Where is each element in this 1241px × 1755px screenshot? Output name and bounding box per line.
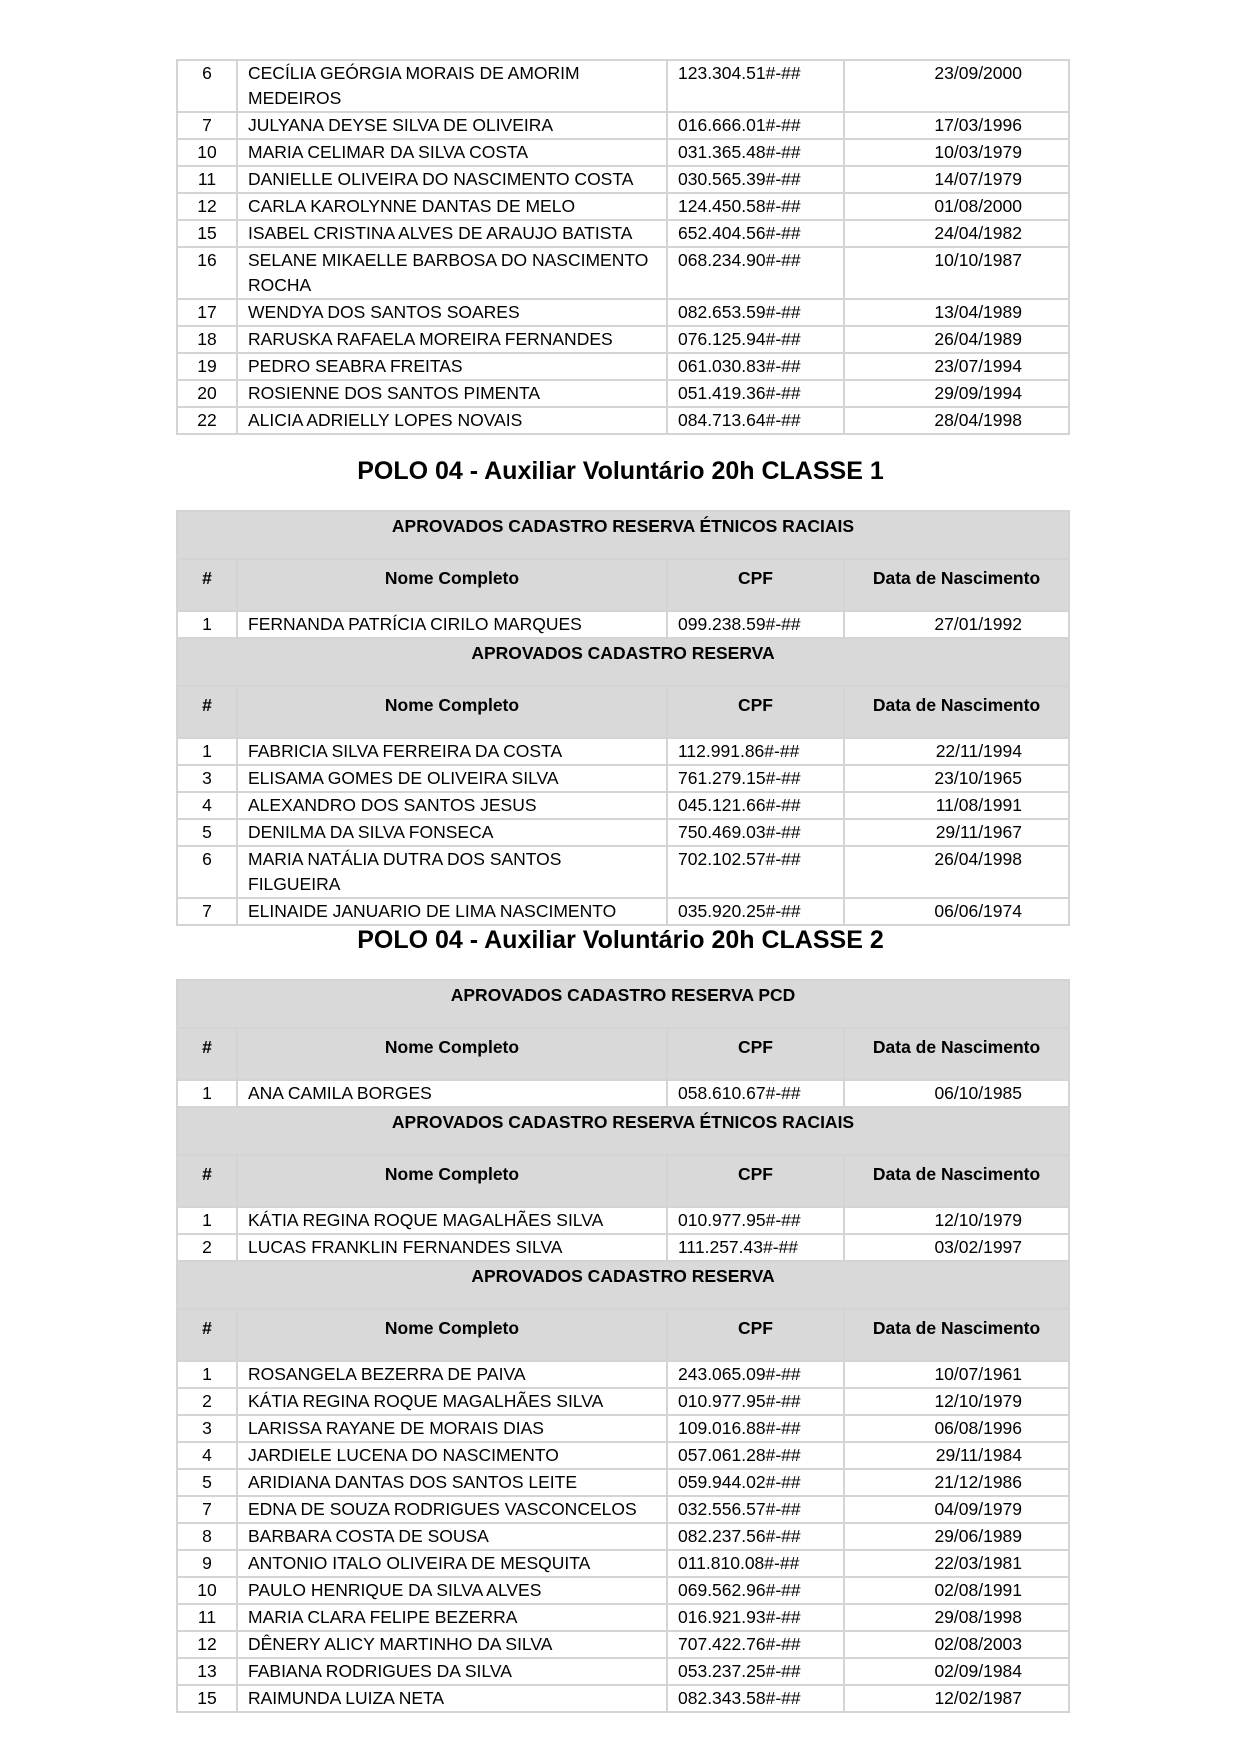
- full-name: MARIA CLARA FELIPE BEZERRA: [237, 1604, 667, 1631]
- table-row: [177, 1469, 1069, 1496]
- table-row: [177, 1234, 1069, 1261]
- table-row: [177, 1523, 1069, 1550]
- row-number: 12: [177, 193, 237, 220]
- table-row: [177, 898, 1069, 925]
- column-header-row: [177, 1155, 1069, 1207]
- full-name: KÁTIA REGINA ROQUE MAGALHÃES SILVA: [237, 1207, 667, 1234]
- table-row: [177, 326, 1069, 353]
- cpf: 076.125.94#-##: [667, 326, 844, 353]
- row-number: 3: [177, 765, 237, 792]
- row-number: 16: [177, 247, 237, 299]
- table-row: [177, 112, 1069, 139]
- row-number: 18: [177, 326, 237, 353]
- row-number: 8: [177, 1523, 237, 1550]
- full-name: DÊNERY ALICY MARTINHO DA SILVA: [237, 1631, 667, 1658]
- row-number: 5: [177, 819, 237, 846]
- full-name: WENDYA DOS SANTOS SOARES: [237, 299, 667, 326]
- full-name: LUCAS FRANKLIN FERNANDES SILVA: [237, 1234, 667, 1261]
- row-number: 2: [177, 1234, 237, 1261]
- birth-date: 23/09/2000: [844, 60, 1069, 112]
- cpf: 059.944.02#-##: [667, 1469, 844, 1496]
- row-number: 3: [177, 1415, 237, 1442]
- full-name: SELANE MIKAELLE BARBOSA DO NASCIMENTO ROCHA: [237, 247, 667, 299]
- table-row: [177, 738, 1069, 765]
- column-header-name: Nome Completo: [237, 686, 667, 738]
- row-number: 1: [177, 1207, 237, 1234]
- full-name: ROSIENNE DOS SANTOS PIMENTA: [237, 380, 667, 407]
- table-row: [177, 220, 1069, 247]
- full-name: BARBARA COSTA DE SOUSA: [237, 1523, 667, 1550]
- full-name: PEDRO SEABRA FREITAS: [237, 353, 667, 380]
- birth-date: 27/01/1992: [844, 611, 1069, 638]
- birth-date: 02/08/2003: [844, 1631, 1069, 1658]
- cpf: 707.422.76#-##: [667, 1631, 844, 1658]
- birth-date: 23/07/1994: [844, 353, 1069, 380]
- full-name: CARLA KAROLYNNE DANTAS DE MELO: [237, 193, 667, 220]
- full-name: MARIA CELIMAR DA SILVA COSTA: [237, 139, 667, 166]
- birth-date: 06/10/1985: [844, 1080, 1069, 1107]
- birth-date: 01/08/2000: [844, 193, 1069, 220]
- column-header-number: #: [177, 1155, 237, 1207]
- column-header-row: [177, 686, 1069, 738]
- column-header-number: #: [177, 1028, 237, 1080]
- row-number: 19: [177, 353, 237, 380]
- birth-date: 29/08/1998: [844, 1604, 1069, 1631]
- cpf: 112.991.86#-##: [667, 738, 844, 765]
- classe-2-table-body: [177, 980, 1069, 1712]
- table-row: [177, 139, 1069, 166]
- row-number: 20: [177, 380, 237, 407]
- row-number: 6: [177, 60, 237, 112]
- group-header-row: [177, 1107, 1069, 1155]
- group-header-row: [177, 1261, 1069, 1309]
- birth-date: 23/10/1965: [844, 765, 1069, 792]
- table-row: [177, 611, 1069, 638]
- full-name: PAULO HENRIQUE DA SILVA ALVES: [237, 1577, 667, 1604]
- classe-1-table: [176, 510, 1070, 926]
- column-header-cpf: CPF: [667, 1028, 844, 1080]
- column-header-birth-date: Data de Nascimento: [844, 1155, 1069, 1207]
- continuation-table: [176, 59, 1070, 435]
- row-number: 22: [177, 407, 237, 434]
- column-header-number: #: [177, 559, 237, 611]
- full-name: ANA CAMILA BORGES: [237, 1080, 667, 1107]
- cpf: 053.237.25#-##: [667, 1658, 844, 1685]
- cpf: 016.666.01#-##: [667, 112, 844, 139]
- birth-date: 12/10/1979: [844, 1207, 1069, 1234]
- table-row: [177, 166, 1069, 193]
- group-label: APROVADOS CADASTRO RESERVA: [177, 1261, 1069, 1309]
- cpf: 016.921.93#-##: [667, 1604, 844, 1631]
- full-name: ALICIA ADRIELLY LOPES NOVAIS: [237, 407, 667, 434]
- cpf: 035.920.25#-##: [667, 898, 844, 925]
- full-name: MARIA NATÁLIA DUTRA DOS SANTOS FILGUEIRA: [237, 846, 667, 898]
- row-number: 1: [177, 1361, 237, 1388]
- table-row: [177, 247, 1069, 299]
- birth-date: 02/08/1991: [844, 1577, 1069, 1604]
- continuation-table-body: [177, 60, 1069, 434]
- table-row: [177, 1604, 1069, 1631]
- table-row: [177, 1496, 1069, 1523]
- cpf: 068.234.90#-##: [667, 247, 844, 299]
- cpf: 111.257.43#-##: [667, 1234, 844, 1261]
- row-number: 4: [177, 792, 237, 819]
- group-header-row: [177, 980, 1069, 1028]
- column-header-number: #: [177, 1309, 237, 1361]
- section-title-classe-2: POLO 04 - Auxiliar Voluntário 20h CLASSE 2: [357, 926, 884, 954]
- cpf: 082.653.59#-##: [667, 299, 844, 326]
- cpf: 030.565.39#-##: [667, 166, 844, 193]
- full-name: JARDIELE LUCENA DO NASCIMENTO: [237, 1442, 667, 1469]
- table-row: [177, 1388, 1069, 1415]
- row-number: 15: [177, 220, 237, 247]
- birth-date: 24/04/1982: [844, 220, 1069, 247]
- row-number: 7: [177, 112, 237, 139]
- classe-2-table: [176, 979, 1070, 1713]
- table-row: [177, 380, 1069, 407]
- cpf: 061.030.83#-##: [667, 353, 844, 380]
- column-header-name: Nome Completo: [237, 1028, 667, 1080]
- column-header-row: [177, 1309, 1069, 1361]
- row-number: 10: [177, 139, 237, 166]
- column-header-cpf: CPF: [667, 1155, 844, 1207]
- cpf: 010.977.95#-##: [667, 1388, 844, 1415]
- birth-date: 22/11/1994: [844, 738, 1069, 765]
- cpf: 011.810.08#-##: [667, 1550, 844, 1577]
- cpf: 652.404.56#-##: [667, 220, 844, 247]
- birth-date: 29/11/1984: [844, 1442, 1069, 1469]
- column-header-name: Nome Completo: [237, 1309, 667, 1361]
- column-header-birth-date: Data de Nascimento: [844, 559, 1069, 611]
- group-label: APROVADOS CADASTRO RESERVA: [177, 638, 1069, 686]
- column-header-number: #: [177, 686, 237, 738]
- birth-date: 17/03/1996: [844, 112, 1069, 139]
- cpf: 082.237.56#-##: [667, 1523, 844, 1550]
- cpf: 031.365.48#-##: [667, 139, 844, 166]
- birth-date: 12/02/1987: [844, 1685, 1069, 1712]
- full-name: FABIANA RODRIGUES DA SILVA: [237, 1658, 667, 1685]
- cpf: 109.016.88#-##: [667, 1415, 844, 1442]
- row-number: 10: [177, 1577, 237, 1604]
- full-name: ISABEL CRISTINA ALVES DE ARAUJO BATISTA: [237, 220, 667, 247]
- birth-date: 26/04/1989: [844, 326, 1069, 353]
- cpf: 124.450.58#-##: [667, 193, 844, 220]
- table-row: [177, 1685, 1069, 1712]
- cpf: 702.102.57#-##: [667, 846, 844, 898]
- table-row: [177, 765, 1069, 792]
- table-row: [177, 1550, 1069, 1577]
- table-row: [177, 60, 1069, 112]
- birth-date: 10/10/1987: [844, 247, 1069, 299]
- table-row: [177, 1207, 1069, 1234]
- cpf: 243.065.09#-##: [667, 1361, 844, 1388]
- birth-date: 29/09/1994: [844, 380, 1069, 407]
- table-row: [177, 1361, 1069, 1388]
- row-number: 12: [177, 1631, 237, 1658]
- cpf: 750.469.03#-##: [667, 819, 844, 846]
- section-title-classe-1: POLO 04 - Auxiliar Voluntário 20h CLASSE 1: [357, 457, 884, 485]
- cpf: 099.238.59#-##: [667, 611, 844, 638]
- full-name: EDNA DE SOUZA RODRIGUES VASCONCELOS: [237, 1496, 667, 1523]
- row-number: 1: [177, 611, 237, 638]
- table-row: [177, 1658, 1069, 1685]
- table-row: [177, 193, 1069, 220]
- row-number: 4: [177, 1442, 237, 1469]
- row-number: 11: [177, 166, 237, 193]
- cpf: 082.343.58#-##: [667, 1685, 844, 1712]
- birth-date: 14/07/1979: [844, 166, 1069, 193]
- row-number: 5: [177, 1469, 237, 1496]
- cpf: 051.419.36#-##: [667, 380, 844, 407]
- full-name: ANTONIO ITALO OLIVEIRA DE MESQUITA: [237, 1550, 667, 1577]
- birth-date: 03/02/1997: [844, 1234, 1069, 1261]
- birth-date: 06/08/1996: [844, 1415, 1069, 1442]
- row-number: 11: [177, 1604, 237, 1631]
- row-number: 13: [177, 1658, 237, 1685]
- full-name: ALEXANDRO DOS SANTOS JESUS: [237, 792, 667, 819]
- group-header-row: [177, 511, 1069, 559]
- group-header-row: [177, 638, 1069, 686]
- column-header-birth-date: Data de Nascimento: [844, 1309, 1069, 1361]
- row-number: 17: [177, 299, 237, 326]
- birth-date: 10/07/1961: [844, 1361, 1069, 1388]
- full-name: ELINAIDE JANUARIO DE LIMA NASCIMENTO: [237, 898, 667, 925]
- column-header-cpf: CPF: [667, 1309, 844, 1361]
- column-header-name: Nome Completo: [237, 559, 667, 611]
- full-name: CECÍLIA GEÓRGIA MORAIS DE AMORIM MEDEIROS: [237, 60, 667, 112]
- column-header-name: Nome Completo: [237, 1155, 667, 1207]
- table-row: [177, 353, 1069, 380]
- full-name: FABRICIA SILVA FERREIRA DA COSTA: [237, 738, 667, 765]
- table-row: [177, 1080, 1069, 1107]
- row-number: 2: [177, 1388, 237, 1415]
- full-name: DANIELLE OLIVEIRA DO NASCIMENTO COSTA: [237, 166, 667, 193]
- full-name: JULYANA DEYSE SILVA DE OLIVEIRA: [237, 112, 667, 139]
- column-header-cpf: CPF: [667, 559, 844, 611]
- column-header-birth-date: Data de Nascimento: [844, 1028, 1069, 1080]
- birth-date: 13/04/1989: [844, 299, 1069, 326]
- row-number: 15: [177, 1685, 237, 1712]
- cpf: 010.977.95#-##: [667, 1207, 844, 1234]
- full-name: RAIMUNDA LUIZA NETA: [237, 1685, 667, 1712]
- row-number: 6: [177, 846, 237, 898]
- cpf: 761.279.15#-##: [667, 765, 844, 792]
- table-row: [177, 407, 1069, 434]
- table-row: [177, 846, 1069, 898]
- group-label: APROVADOS CADASTRO RESERVA ÉTNICOS RACIAIS: [177, 1107, 1069, 1155]
- table-row: [177, 299, 1069, 326]
- birth-date: 22/03/1981: [844, 1550, 1069, 1577]
- row-number: 1: [177, 738, 237, 765]
- column-header-cpf: CPF: [667, 686, 844, 738]
- cpf: 069.562.96#-##: [667, 1577, 844, 1604]
- full-name: ARIDIANA DANTAS DOS SANTOS LEITE: [237, 1469, 667, 1496]
- table-row: [177, 819, 1069, 846]
- full-name: ELISAMA GOMES DE OLIVEIRA SILVA: [237, 765, 667, 792]
- cpf: 084.713.64#-##: [667, 407, 844, 434]
- birth-date: 12/10/1979: [844, 1388, 1069, 1415]
- table-row: [177, 1577, 1069, 1604]
- full-name: LARISSA RAYANE DE MORAIS DIAS: [237, 1415, 667, 1442]
- table-row: [177, 1442, 1069, 1469]
- table-row: [177, 792, 1069, 819]
- column-header-row: [177, 559, 1069, 611]
- row-number: 9: [177, 1550, 237, 1577]
- birth-date: 26/04/1998: [844, 846, 1069, 898]
- full-name: FERNANDA PATRÍCIA CIRILO MARQUES: [237, 611, 667, 638]
- column-header-row: [177, 1028, 1069, 1080]
- column-header-birth-date: Data de Nascimento: [844, 686, 1069, 738]
- cpf: 032.556.57#-##: [667, 1496, 844, 1523]
- classe-1-table-body: [177, 511, 1069, 925]
- birth-date: 29/11/1967: [844, 819, 1069, 846]
- full-name: DENILMA DA SILVA FONSECA: [237, 819, 667, 846]
- cpf: 045.121.66#-##: [667, 792, 844, 819]
- cpf: 057.061.28#-##: [667, 1442, 844, 1469]
- birth-date: 21/12/1986: [844, 1469, 1069, 1496]
- birth-date: 02/09/1984: [844, 1658, 1069, 1685]
- cpf: 123.304.51#-##: [667, 60, 844, 112]
- row-number: 7: [177, 1496, 237, 1523]
- group-label: APROVADOS CADASTRO RESERVA ÉTNICOS RACIAIS: [177, 511, 1069, 559]
- table-row: [177, 1631, 1069, 1658]
- birth-date: 04/09/1979: [844, 1496, 1069, 1523]
- birth-date: 06/06/1974: [844, 898, 1069, 925]
- cpf: 058.610.67#-##: [667, 1080, 844, 1107]
- birth-date: 29/06/1989: [844, 1523, 1069, 1550]
- birth-date: 28/04/1998: [844, 407, 1069, 434]
- birth-date: 10/03/1979: [844, 139, 1069, 166]
- table-row: [177, 1415, 1069, 1442]
- full-name: ROSANGELA BEZERRA DE PAIVA: [237, 1361, 667, 1388]
- full-name: RARUSKA RAFAELA MOREIRA FERNANDES: [237, 326, 667, 353]
- full-name: KÁTIA REGINA ROQUE MAGALHÃES SILVA: [237, 1388, 667, 1415]
- row-number: 1: [177, 1080, 237, 1107]
- row-number: 7: [177, 898, 237, 925]
- birth-date: 11/08/1991: [844, 792, 1069, 819]
- group-label: APROVADOS CADASTRO RESERVA PCD: [177, 980, 1069, 1028]
